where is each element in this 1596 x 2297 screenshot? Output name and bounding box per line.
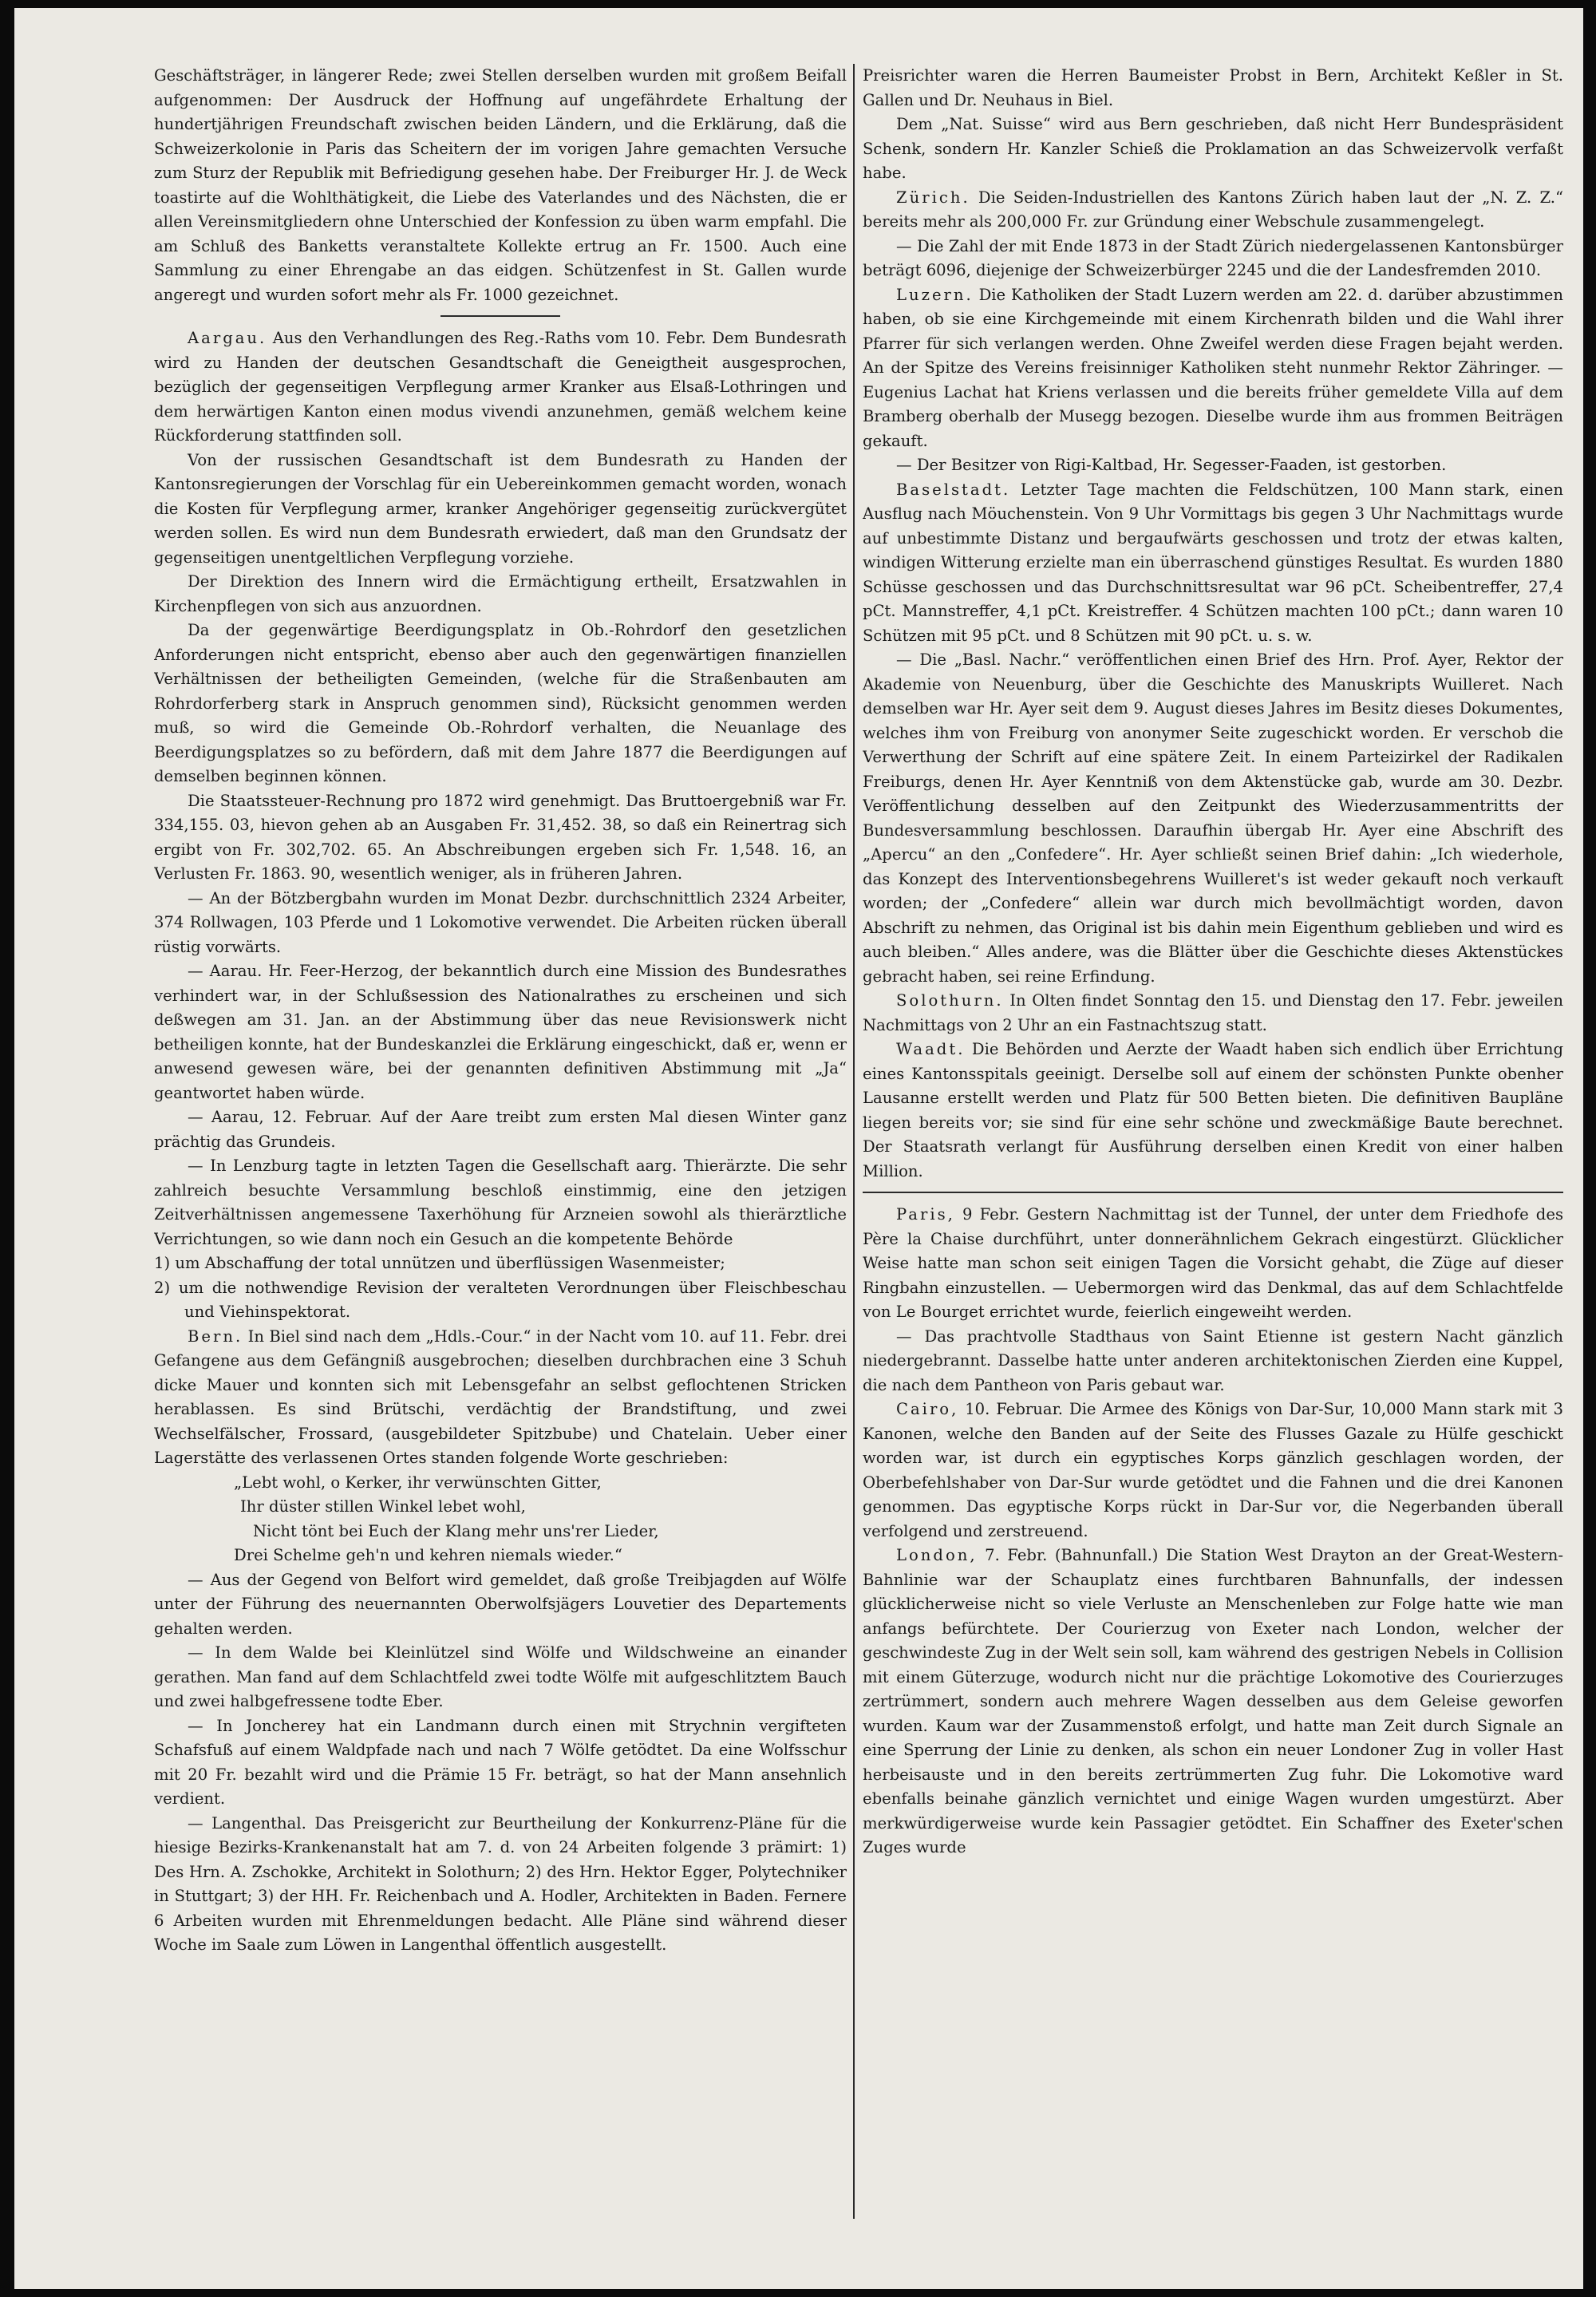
article-boetzbergbahn: — An der Bötzbergbahn wurden im Monat Dezbr. durchschnittlich 2324 Arbeiter, 374 Rollwagen, 103 Pferde und 1 Lokomotive verwendet. Die Arbeiten rücken überall rüstig vorwärts. [154,888,847,956]
article-paris-banquet: Geschäftsträger, in längerer Rede; zwei Stellen derselben wurden mit großem Beifall aufgenommen: Der Ausdruck der Hoffnung auf ungefährdete Erhaltung der hundertjährigen Freundschaft zwischen beiden Ländern, und die Erklärung, daß die Schweizerkolonie in Paris das Scheitern der im vorigen Jahre gemachten Versuche zum Sturz der Republik mit Befriedigung gesehen habe. Der Freiburger Hr. J. de Weck toastirte auf die Wohlthätigkeit, die Liebe des Vaterlandes und des Nächsten, die er allen Vereinsmitgliedern ohne Unterschied der Konfession zu üben warm empfahl. Die am Schluß des Banketts veranstaltete Kollekte ertrug an Fr. 1500. Auch eine Sammlung zu einer Ehrengabe an das eidgen. Schützenfest in St. Gallen wurde angeregt und wurden sofort mehr als Fr. 1000 gezeichnet. [154,66,847,304]
article-cairo-text: 10. Februar. Die Armee des Königs von Dar-Sur, 10,000 Mann stark mit 3 Kanonen, welche den Banden auf der Seite des Flusses Gazale zu Hülfe geschickt worden war, ist durch ein egyptisches Korps gänzlich geschlagen worden, der Oberbefehlshaber von Dar-Sur wurde getödtet und die Fahnen und die drei Kanonen genommen. Das egyptische Korps rückt in Dar-Sur vor, die Negerbanden überall verfolgend und zerstreuend. [863,1400,1563,1540]
lenzburg-list [154,1251,847,1325]
article-london-text: 7. Febr. (Bahnunfall.) Die Station West Drayton an der Great-Western-Bahnlinie war der Schauplatz eines furchtbaren Bahnunfalls, der indessen glücklicherweise nicht so viele Verluste an Menschenleben zur Folge hatte wie man anfangs befürchtete. Der Courierzug von Exeter nach London, welcher der geschwindeste Zug in der Welt sein soll, kam während des gestrigen Nebels in Collision mit einem Güterzuge, wodurch nicht nur die prächtige Lokomotive des Courierzuges zertrümmert, sondern auch mehrere Wagen desselben aus dem Geleise geworfen wurden. Kaum war der Zusammenstoß erfolgt, und hatte man Zeit durch Signale an eine Sperrung der Linie zu denken, als schon ein neuer Londoner Zug in voller Hast herbeisauste und in den bereits zertrümmerten Zug fuhr. Die Lokomotive ward ebenfalls beinahe gänzlich vernichtet und einige Wagen wurden umgestürzt. Aber merkwürdigerweise wurde kein Passagier getödtet. Ein Schaffner des Exeter'schen Zuges wurde [863,1546,1563,1856]
dateline-cairo: Cairo, [896,1400,959,1418]
dateline-baselstadt: Baselstadt. [896,480,1011,499]
poem-line: Drei Schelme geh'n und kehren niemals wieder.“ [234,1546,622,1564]
article-waadt [863,1038,1563,1184]
article-rigi-kaltbad: — Der Besitzer von Rigi-Kaltbad, Hr. Segesser-Faaden, ist gestorben. [896,456,1447,474]
poem [234,1471,847,1568]
article-aargau-tax: Die Staatssteuer-Rechnung pro 1872 wird genehmigt. Das Bruttoergebniß war Fr. 334,155. 03, hievon gehen ab an Ausgaben Fr. 31,452. 38, so daß ein Reinertrag sich ergibt von Fr. 302,702. 65. An Abschreibungen ergeben sich Fr. 1,548. 16, an Verlusten Fr. 1863. 90, wesentlich weniger, als in früheren Jahren. [154,791,847,883]
article-aarau-feer-herzog: — Aarau. Hr. Feer-Herzog, der bekanntlich durch eine Mission des Bundesrathes verhindert war, in der Schlußsession des Nationalrathes zu erscheinen und sich deßwegen am 31. Jan. an der Abstimmung über das neue Revisionswerk nicht betheiligen konnte, hat der Bundeskanzlei die Erklärung eingeschickt, daß er, wenn er anwesend gewesen wäre, bei der genannten definitiven Abstimmung mit „Ja“ geantwortet haben würde. [154,962,847,1102]
article-langenthal: — Langenthal. Das Preisgericht zur Beurtheilung der Konkurrenz-Pläne für die hiesige Bezirks-Krankenanstalt hat am 7. d. von 24 Arbeiten folgende 3 prämirt: 1) Des Hrn. A. Zschokke, Architekt in Solothurn; 2) des Hrn. Hektor Egger, Polytechniker in Stuttgart; 3) der HH. Fr. Reichenbach und A. Hodler, Architekten in Baden. Fernere 6 Arbeiten wurden mit Ehrenmeldungen bedacht. Alle Pläne sind während dieser Woche im Saale zum Löwen in Langenthal öffentlich ausgestellt. [154,1813,847,1954]
article-bern-text: In Biel sind nach dem „Hdls.-Cour.“ in der Nacht vom 10. auf 11. Febr. drei Gefangene aus dem Gefängniß ausgebrochen; dieselben durchbrachen eine 3 Schuh dicke Mauer und konnten sich mit Lebensgefahr an selbst geflochtenen Stricken herablassen. Es sind Brütschi, verdächtig der Brandstiftung, und zwei Wechselfälscher, Frossard, (ausgebildeter Spitzbube) und Chatelain. Ueber einer Lagerstätte des verlassenen Ortes standen folgende Worte geschrieben: [154,1326,847,1467]
poem-line: Ihr düster stillen Winkel lebet wohl, [240,1497,526,1516]
list-item: 2) um die nothwendige Revision der veralteten Verordnungen über Fleischbeschau und Viehinspektorat. [154,1278,847,1321]
article-solothurn-text: In Olten findet Sonntag den 15. und Dienstag den 17. Febr. jeweilen Nachmittags von 2 Uhr an ein Fastnachtszug statt. [863,991,1563,1034]
dateline-solothurn: Solothurn. [896,991,1004,1010]
article-aargau-text: Aus den Verhandlungen des Reg.-Raths vom 10. Febr. Dem Bundesrath wird zu Handen der deutschen Gesandtschaft die Geneigtheit ausgesprochen, bezüglich der gegenseitigen Verpflegung armer Kranker aus Elsaß-Lothringen und dem herwärtigen Kanton einen modus vivendi anzunehmen, gemäß welchem keine Rückforderung stattfinden soll. [154,329,847,445]
column-rule [853,64,855,2219]
poem-line: „Lebt wohl, o Kerker, ihr verwünschten Gitter, [234,1473,602,1492]
right-column [863,64,1563,2275]
list-item: 1) um Abschaffung der total unnützen und überflüssigen Wasenmeister; [154,1254,725,1272]
article-kleinluetzel: — In dem Walde bei Kleinlützel sind Wölfe und Wildschweine an einander gerathen. Man fand auf dem Schlachtfeld zwei todte Wölfe mit aufgeschlitztem Bauch und zwei halbgefressene todte Eber. [154,1643,847,1710]
article-belfort: — Aus der Gegend von Belfort wird gemeldet, daß große Treibjagden auf Wölfe unter der Führung des neuernannten Oberwolfsjägers Louvetier des Departements gehalten werden. [154,1570,847,1638]
article-nat-suisse: Dem „Nat. Suisse“ wird aus Bern geschrieben, daß nicht Herr Bundespräsident Schenk, sondern Hr. Kanzler Schieß die Proklamation an das Schweizervolk verfaßt habe. [863,115,1563,182]
dateline-london: London, [896,1546,978,1564]
article-bern-biel [154,1325,847,1471]
dateline-luzern: Luzern. [896,285,974,304]
article-joncherey: — In Joncherey hat ein Landmann durch einen mit Strychnin vergifteten Schafsfuß auf einem Waldpfade nach und nach 7 Wölfe getödtet. Da eine Wolfsschur mit 20 Fr. bezahlt wird und die Prämie 15 Fr. beträgt, so hat der Mann ansehnlich verdient. [154,1716,847,1808]
article-paris-text: 9 Febr. Gestern Nachmittag ist der Tunnel, der unter dem Friedhofe des Père la Chaise durchführt, unter donnerähnlichem Gekrach eingestürzt. Glücklicher Weise hatte man schon seit einigen Tagen die Vorsicht gehabt, die Züge auf dieser Ringbahn einzustellen. — Uebermorgen wird das Denkmal, das auf dem Schlachtfelde von Le Bourget errichtet wurde, feierlich eingeweiht werden. [863,1205,1563,1321]
article-solothurn [863,989,1563,1038]
left-column [154,64,847,2275]
article-waadt-text: Die Behörden und Aerzte der Waadt haben sich endlich über Errichtung eines Kantonsspitals geeinigt. Derselbe soll auf einem der schönsten Punkte obenher Lausanne erstellt werden und Platz für 500 Betten bieten. Die definitiven Baupläne liegen bereits vor; sie sind für eine sehr schöne und zweckmäßige Baute berechnet. Der Staatsrath verlangt für Ausführung derselben einen Kredit von einer halben Million. [863,1040,1563,1180]
section-divider [440,315,560,317]
article-aargau-rohrdorf: Da der gegenwärtige Beerdigungsplatz in Ob.-Rohrdorf den gesetzlichen Anforderungen nicht entspricht, ebenso aber auch den gegenwärtigen finanziellen Verhältnissen der betheiligten Gemeinden, (welche für die Straßenbauten am Rohrdorferberg stark in Anspruch genommen sind), Rücksicht genommen werden muß, so wird die Gemeinde Ob.-Rohrdorf verhalten, die Neuanlage des Beerdigungsplatzes so zu befördern, daß mit dem Jahre 1877 die Beerdigungen auf demselben beginnen können. [154,621,847,785]
article-aarau-grundeis: — Aarau, 12. Februar. Auf der Aare treibt zum ersten Mal diesen Winter ganz prächtig das Grundeis. [154,1108,847,1151]
article-saint-etienne: — Das prachtvolle Stadthaus von Saint Etienne ist gestern Nacht gänzlich niedergebrannt. Dasselbe hatte unter anderen architektonischen Zierden eine Kuppel, die nach dem Pantheon von Paris gebaut war. [863,1326,1563,1394]
article-zuerich-population: — Die Zahl der mit Ende 1873 in der Stadt Zürich niedergelassenen Kantonsbürger beträgt 6096, diejenige der Schweizerbürger 2245 und die der Landesfremden 2010. [863,236,1563,279]
article-langenthal-cont: Preisrichter waren die Herren Baumeister Probst in Bern, Architekt Keßler in St. Gallen und Dr. Neuhaus in Biel. [863,66,1563,109]
article-baselstadt [863,478,1563,649]
article-lenzburg: — In Lenzburg tagte in letzten Tagen die Gesellschaft aarg. Thierärzte. Die sehr zahlreich besuchte Versammlung beschloß einstimmig, eine den jetzigen Zeitverhältnissen angemessene Taxerhöhung für Arzneien sowohl als thierärztliche Verrichtungen, so wie dann noch ein Gesuch an die kompetente Behörde [154,1156,847,1248]
article-aargau-directorate: Der Direktion des Innern wird die Ermächtigung ertheilt, Ersatzwahlen in Kirchenpflegen von sich aus anzuordnen. [154,572,847,615]
dateline-waadt: Waadt. [896,1040,966,1058]
article-zuerich-webschule [863,186,1563,235]
newspaper-page [14,8,1583,2289]
dateline-bern: Bern. [188,1326,243,1346]
article-paris-tunnel [863,1203,1563,1325]
article-zuerich-text: Die Seiden-Industriellen des Kantons Zürich haben laut der „N. Z. Z.“ bereits mehr als 200,000 Fr. zur Gründung einer Webschule zusammengelegt. [863,188,1563,231]
dateline-paris: Paris, [896,1205,955,1224]
article-aargau-russia: Von der russischen Gesandtschaft ist dem Bundesrath zu Handen der Kantonsregierungen der Vorschlag für ein Uebereinkommen gemacht worden, wonach die Kosten für Verpflegung armer, kranker Angehöriger gegenseitig zurückvergütet werden sollen. Es wird nun dem Bundesrath erwiedert, daß man den Grundsatz der gegenseitigen unentgeltlichen Verpflegung vorziehe. [154,450,847,567]
article-luzern [863,283,1563,454]
article-cairo [863,1398,1563,1544]
section-divider [863,1192,1563,1193]
article-aargau-intro [154,326,847,449]
dateline-aargau: Aargau. [188,329,267,347]
dateline-zuerich: Zürich. [896,188,970,207]
poem-line: Nicht tönt bei Euch der Klang mehr uns'rer Lieder, [253,1521,659,1540]
article-baselstadt-text: Letzter Tage machten die Feldschützen, 100 Mann stark, einen Ausflug nach Möuchenstein. Von 9 Uhr Vormittags bis gegen 3 Uhr Nachmittags wurde auf unbestimmte Distanz und bergaufwärts geschossen und trotz der etwas kalten, windigen Witterung erzielte man ein überraschend günstiges Resultat. Es wurden 1880 Schüsse geschossen und das Durchschnittsresultat war 96 pCt. Scheibentreffer, 27,4 pCt. Mannstreffer, 4,1 pCt. Kreistreffer. 4 Schützen machten 100 pCt.; dann waren 10 Schützen mit 95 pCt. und 8 Schützen mit 90 pCt. u. s. w. [863,480,1563,645]
article-luzern-text: Die Katholiken der Stadt Luzern werden am 22. d. darüber abzustimmen haben, ob sie eine Kirchgemeinde mit einem Kirchenrath bilden und die Wahl ihrer Pfarrer für sich verlangen werden. Ohne Zweifel werden diese Fragen bejaht werden. An der Spitze des Vereins freisinniger Katholiken steht nunmehr Rektor Zähringer. — Eugenius Lachat hat Kriens verlassen und die bereits früher gemeldete Villa auf dem Bramberg oberhalb der Musegg bezogen. Dieselbe wurde ihm aus frommen Beiträgen gekauft. [863,285,1563,450]
article-london [863,1544,1563,1860]
article-wuilleret: — Die „Basl. Nachr.“ veröffentlichen einen Brief des Hrn. Prof. Ayer, Rektor der Akademie von Neuenburg, über die Geschichte des Manuskripts Wuilleret. Nach demselben war Hr. Ayer seit dem 9. August dieses Jahres im Besitz dieses Dokumentes, welches ihm von Freiburg von anonymer Seite zugeschickt worden. Er verschob die Verwerthung der Schrift auf eine spätere Zeit. In einem Parteizirkel der Radikalen Freiburgs, denen Hr. Ayer Kenntniß von dem Aktenstücke gab, wurde am 30. Dezbr. Veröffentlichung desselben auf den Zeitpunkt des Wiederzusammentritts der Bundesversammlung beschlossen. Daraufhin übergab Hr. Ayer eine Abschrift des „Apercu“ an den „Confedere“. Hr. Ayer schließt seinen Brief dahin: „Ich wiederhole, das Konzept des Interventionsbegehrens Wuilleret's ist weder gekauft noch verkauft worden; der „Confedere“ allein war durch mich bevollmächtigt worden, davon Abschrift zu nehmen, das Original ist bis dahin mein Eigenthum geblieben und wird es auch bleiben.“ Alles andere, was die Blätter über die Geschichte dieses Aktenstückes gebracht haben, sei reine Erfindung. [863,650,1563,986]
